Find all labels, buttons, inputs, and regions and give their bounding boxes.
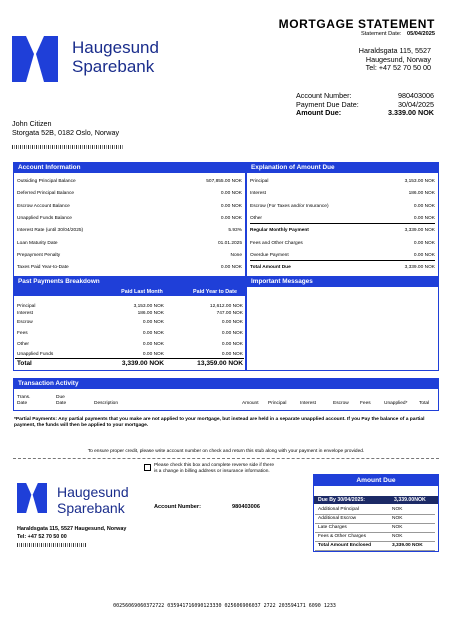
- bank-name-line1: Haugesund: [72, 38, 159, 57]
- amount-due: 3.339.00 NOK: [388, 108, 434, 118]
- bank-name: [72, 38, 159, 76]
- past-payments-title: Past Payments Breakdown: [14, 277, 245, 287]
- coupon-address: [17, 525, 126, 541]
- coupon-phone: Tel: +47 52 70 50 00: [17, 534, 67, 540]
- account-number: 980403006: [398, 91, 434, 100]
- account-info-label: Unapplied Funds Balance: [17, 215, 72, 221]
- due-date: 30/04/2025: [398, 99, 434, 109]
- checkbox-text-line2: is a change in billing address or insurance information.: [154, 469, 270, 474]
- explanation-value: 0.00 NOK: [413, 240, 435, 246]
- transaction-column-header: Due: [56, 395, 65, 400]
- coupon-row-label: Additional Escrow: [318, 516, 357, 521]
- statement-date-value: 05/04/2025: [407, 31, 435, 37]
- messages-title: Important Messages: [247, 277, 438, 287]
- past-payment-v1: 0.00 NOK: [142, 342, 164, 347]
- transaction-column-header: Total: [419, 401, 430, 406]
- explanation-label: Interest: [250, 191, 266, 197]
- bank-address: [359, 47, 431, 73]
- past-payment-v2: 0.00 NOK: [221, 320, 243, 325]
- past-payment-v2: 0.00 NOK: [221, 342, 243, 347]
- amount-due-label: Amount Due:: [296, 108, 342, 118]
- recipient-name: John Citizen: [12, 119, 52, 128]
- transaction-column-header: Amount: [242, 401, 259, 406]
- address-change-checkbox[interactable]: [144, 464, 151, 471]
- past-payment-label: Interest: [17, 311, 33, 316]
- explanation-label: Regular Monthly Payment: [250, 228, 309, 234]
- past-payment-v1: 0.00 NOK: [142, 331, 164, 336]
- account-info-value: 0.00 NOK: [220, 191, 242, 197]
- account-info-value: 507,855.00 NOK: [206, 179, 242, 184]
- coupon-row-label: Fees & Other Charges: [318, 534, 366, 539]
- past-total-v2: 13,359.00 NOK: [197, 360, 243, 367]
- coupon-postal-barcode: [17, 543, 87, 547]
- past-payment-v2: 0.00 NOK: [221, 352, 243, 357]
- past-total-rule: [15, 358, 244, 359]
- bank-phone: Tel: +47 52 70 50 00: [365, 63, 431, 73]
- past-payment-v2: 12,612.00 NOK: [209, 304, 243, 309]
- tear-line: [13, 458, 439, 459]
- past-total-v1: 3,339.00 NOK: [121, 360, 164, 367]
- checkbox-text: [154, 463, 274, 475]
- bank-address-line2: Haugesund, Norway: [365, 54, 431, 64]
- past-col2-header: Paid Year to Date: [193, 289, 237, 295]
- coupon-row-value: NOK: [392, 516, 403, 521]
- account-info-value: 0.00 NOK: [220, 265, 242, 271]
- explanation-label: Fees and Other Charges: [250, 240, 303, 246]
- past-payment-label: Fees: [17, 331, 28, 336]
- messages-box: [246, 276, 439, 371]
- past-payment-label: Other: [17, 342, 29, 347]
- past-payment-v1: 0.00 NOK: [142, 352, 164, 357]
- account-info-label: Taxes Paid Year-to-Date: [17, 265, 69, 271]
- coupon-row-value: NOK: [392, 507, 403, 512]
- account-info-label: Loan Maturity Date: [17, 240, 58, 246]
- transaction-column-header: Fees: [360, 401, 371, 406]
- transaction-column-header: Description: [94, 401, 118, 406]
- account-number-label: Account Number:: [296, 91, 352, 100]
- coupon-bank-name: [57, 484, 129, 516]
- transaction-column-header: Unapplied*: [384, 401, 408, 406]
- statement-date: [361, 31, 435, 39]
- past-payment-label: Escrow: [17, 320, 33, 325]
- transaction-column-header: Principal: [268, 401, 287, 406]
- coupon-row-label: Total Amount Enclosed: [318, 543, 372, 548]
- logo-mark-icon: [12, 36, 58, 82]
- account-info-value: 5.93%: [228, 228, 242, 234]
- bank-logo: [12, 36, 58, 82]
- explanation-label: Other: [250, 215, 262, 221]
- transaction-column-header: Interest: [300, 401, 316, 406]
- account-info-label: Outsiding Principal Balance: [17, 179, 76, 184]
- explanation-value: 3,339.00 NOK: [404, 228, 435, 234]
- explanation-value: 0.00 NOK: [413, 203, 435, 209]
- postal-barcode: [12, 145, 124, 149]
- explanation-value: 186.00 NOK: [408, 191, 435, 197]
- past-payment-label: Principal: [17, 304, 36, 309]
- transactions-box: [13, 378, 439, 411]
- due-date-label: Payment Due Date:: [296, 99, 359, 109]
- account-info-label: Prepayment Penalty: [17, 252, 61, 258]
- explanation-label: Total Amount Due: [250, 265, 291, 271]
- coupon-due-by-label: Due By 30/04/2025:: [318, 497, 366, 503]
- account-info-label: Deferred Principal Balance: [17, 191, 75, 197]
- micr-line: 00256069060372722 035941716090123330 025606906037 2722 203594171 6090 1233: [113, 603, 336, 609]
- account-info-label: Interest Rate (until 30/04/2025): [17, 228, 84, 234]
- past-total-label: Total: [17, 360, 32, 367]
- past-col1-header: Paid Last Month: [121, 289, 163, 295]
- explanation-label: Overdue Payment: [250, 252, 289, 258]
- coupon-bank-name-line1: Haugesund: [57, 484, 129, 500]
- partial-payment-note: *Partial Payments: Any partial payments that you make are not applied to your mortgage, but instead are held in a separate unapplied account. If you Pay the balance of a partial payment, the funds will then be applied to your mortgage.: [14, 417, 425, 429]
- coupon-due-by-row: [314, 496, 438, 504]
- past-payment-v2: 0.00 NOK: [221, 331, 243, 336]
- explanation-value: 0.00 NOK: [413, 215, 435, 221]
- coupon-address-line1: Haraldsgata 115, 5527 Haugesund, Norway: [17, 526, 127, 532]
- account-summary: [296, 92, 434, 118]
- explanation-value: 3,339.00 NOK: [404, 265, 435, 271]
- account-info-value: None: [230, 252, 242, 258]
- statement-title: MORTGAGE STATEMENT: [278, 17, 435, 31]
- explanation-label: Escrow (For Taxes and/or Insurance): [250, 203, 329, 209]
- coupon-row-value: NOK: [392, 534, 403, 539]
- transaction-column-subheader: Date: [17, 401, 28, 406]
- coupon-account-number: 980403006: [232, 504, 260, 510]
- coupon-bank-name-line2: Sparebank: [57, 500, 125, 516]
- explanation-rule: [250, 223, 435, 224]
- explanation-value: 0.00 NOK: [413, 252, 435, 258]
- past-payment-v1: 0.00 NOK: [142, 320, 164, 325]
- past-payment-label: Unapplied Funds: [17, 352, 54, 357]
- recipient: [12, 120, 119, 137]
- past-payment-v1: 186.00 NOK: [137, 311, 164, 316]
- coupon-logo-mark-icon: [17, 483, 47, 513]
- coupon-row-label: Additional Principal: [318, 507, 359, 512]
- transaction-column-subheader: Date: [56, 401, 67, 406]
- explanation-value: 3,153.00 NOK: [404, 179, 435, 184]
- account-info-value: 01.01.2025: [217, 240, 242, 246]
- coupon-due-by-value: 3,339.00NOK: [394, 497, 426, 503]
- coupon-row-value: 3,339.00 NOK: [392, 543, 423, 548]
- account-info-title: Account Information: [14, 163, 245, 173]
- explanation-label: Principal: [250, 179, 269, 184]
- recipient-address: Storgata 52B, 0182 Oslo, Norway: [12, 127, 120, 137]
- account-info-value: 0.00 NOK: [220, 203, 242, 209]
- coupon-account-label: Account Number:: [154, 504, 201, 510]
- past-payment-v2: 747.00 NOK: [216, 311, 243, 316]
- transactions-title: Transaction Activity: [14, 379, 438, 389]
- transaction-column-header: Trans.: [17, 395, 31, 400]
- coupon-logo: [17, 483, 47, 513]
- account-info-value: 0.00 NOK: [220, 215, 242, 221]
- transaction-column-header: Escrow: [333, 401, 349, 406]
- explanation-rule: [250, 260, 435, 261]
- checkbox-text-line1: Please check this box and complete reverse side if there: [154, 463, 274, 468]
- past-payment-v1: 3,153.00 NOK: [133, 304, 164, 309]
- explanation-title: Explanation of Amount Due: [247, 163, 438, 173]
- coupon-row-label: Late Charges: [318, 525, 347, 530]
- bank-address-line1: Haraldsgata 115, 5527: [358, 46, 431, 55]
- coupon-row-value: NOK: [392, 525, 403, 530]
- statement-date-label: Statement Date:: [361, 31, 402, 37]
- coupon-instructions: To ensure proper credit, please write account number on check and return this stub along with your payment in envelope provided.: [87, 449, 365, 454]
- coupon-amount-due-title: Amount Due: [314, 475, 438, 486]
- account-info-label: Escrow Account Balance: [17, 203, 70, 209]
- bank-name-line2: Sparebank: [72, 57, 155, 76]
